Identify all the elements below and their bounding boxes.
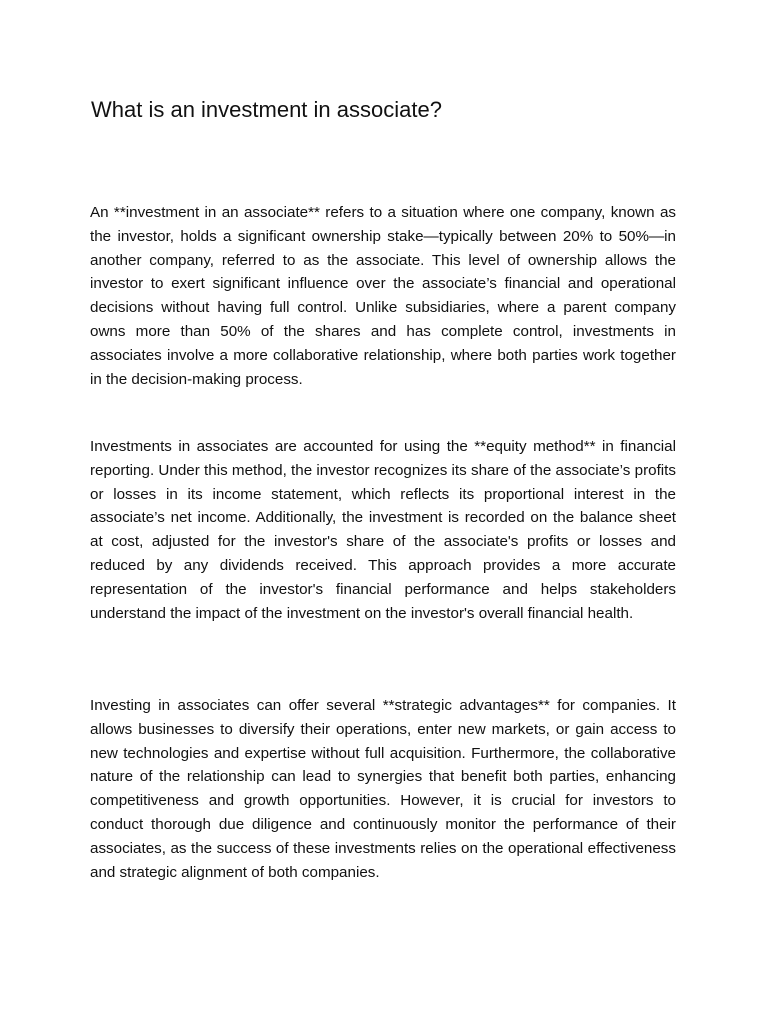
paragraph-accounting: Investments in associates are accounted for using the **equity method** in financial reporting. Under this method, the investor recognizes its share of the associate’s profits or losses in its income statement, which reflects its proportional interest in the associate’s net income. Additionally, the investment is recorded on the balance sheet at cost, adjusted for the investor's share of the associate's profits or losses and reduced by any dividends received. This approach provides a more accurate representation of the investor's financial performance and helps stakeholders understand the impact of the investment on the investor's overall financial health. (90, 438, 676, 622)
paragraph-advantages: Investing in associates can offer several **strategic advantages** for companies. It allows businesses to diversify their operations, enter new markets, or gain access to new technologies and expertise without full acquisition. Furthermore, the collaborative nature of the relationship can lead to synergies that benefit both parties, enhancing competitiveness and growth opportunities. However, it is crucial for investors to conduct thorough due diligence and continuously monitor the performance of their associates, as the success of these investments relies on the operational effectiveness and strategic alignment of both companies. (90, 697, 676, 881)
document-title: What is an investment in associate? (91, 97, 442, 122)
paragraph-definition: An **investment in an associate** refers to a situation where one company, known as the investor, holds a significant ownership stake—typically between 20% to 50%—in another company, referred to as the associate. This level of ownership allows the investor to exert significant influence over the associate’s financial and operational decisions without having full control. Unlike subsidiaries, where a parent company owns more than 50% of the shares and has complete control, investments in associates involve a more collaborative relationship, where both parties work together in the decision-making process. (90, 204, 676, 388)
